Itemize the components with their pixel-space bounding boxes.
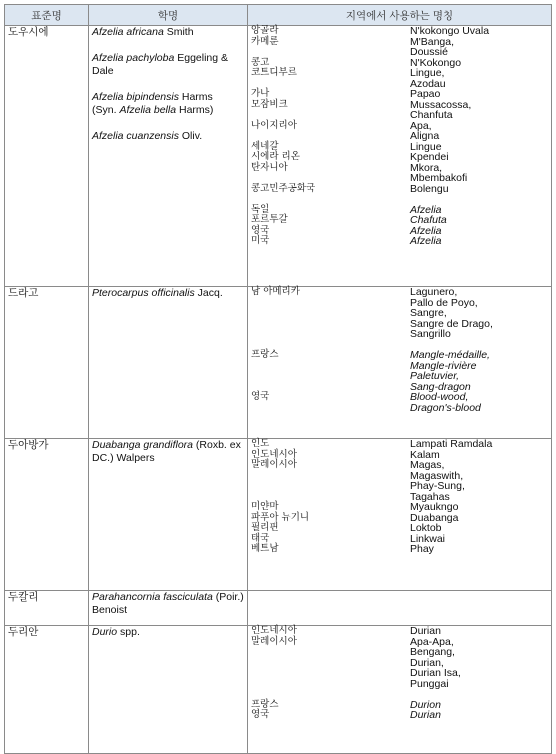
- standard-name-cell: 두칼리: [5, 591, 89, 626]
- local-name: Duabanga: [410, 511, 459, 524]
- local-name: Afzelia: [410, 203, 442, 216]
- region-name: [251, 194, 410, 205]
- species-author: spp.: [117, 626, 140, 638]
- local-name: [410, 194, 548, 205]
- header-local-names: 지역에서 사용하는 명칭: [248, 5, 552, 26]
- region-name: 영국: [251, 224, 270, 236]
- local-names-cell: [248, 591, 552, 626]
- local-name: Chafuta: [410, 214, 447, 226]
- local-name: Loktob: [410, 522, 442, 534]
- region-name: 코트디부르: [251, 67, 297, 78]
- region-name: [251, 471, 410, 482]
- scientific-name-entry: [92, 439, 244, 465]
- species-author: Jacq.: [194, 287, 223, 299]
- local-name: Durian Isa,: [410, 667, 461, 679]
- local-name: Mangle-rivière: [410, 359, 477, 372]
- scientific-name-entry: [92, 626, 244, 639]
- region-name: [251, 319, 410, 330]
- header-standard-name: 표준명: [5, 5, 89, 26]
- region-name: 콩고민주공화국: [251, 182, 316, 194]
- standard-name-cell: 드라고: [5, 287, 89, 439]
- region-name: 나이지리아: [251, 119, 297, 131]
- scientific-name-cell: [89, 26, 248, 287]
- scientific-name-entry: [92, 91, 244, 117]
- local-name: Tagahas: [410, 490, 450, 503]
- local-name: Apa-Apa,: [410, 635, 454, 648]
- scientific-name-cell: [89, 591, 248, 626]
- local-names-cell: [248, 626, 552, 754]
- local-name: Mbembakofi: [410, 172, 468, 184]
- region-name: [251, 647, 410, 658]
- region-name: [251, 173, 410, 184]
- region-name: 인도네시아: [251, 625, 297, 636]
- local-name: Pallo de Poyo,: [410, 296, 478, 309]
- local-name: Azodau: [410, 77, 446, 90]
- species-author: Harms: [178, 91, 213, 103]
- region-name: 인도네시아: [251, 448, 297, 460]
- species-author: Smith: [163, 26, 194, 38]
- standard-name-cell: 도우시에: [5, 26, 89, 287]
- local-names-cell: [248, 26, 552, 287]
- local-name: Lagunero,: [410, 286, 458, 298]
- standard-name-cell: 두리안: [5, 626, 89, 754]
- region-name: 미얀마: [251, 501, 279, 512]
- species-name: Pterocarpus officinalis: [92, 287, 195, 299]
- species-name: Afzelia africana: [92, 26, 164, 38]
- species-name: Parahancornia fasciculata: [92, 591, 213, 603]
- local-name: M'Banga,: [410, 35, 455, 48]
- table-row: [5, 591, 552, 626]
- region-name: [251, 131, 410, 142]
- species-name: Duabanga grandiflora: [92, 439, 193, 451]
- local-name: Kalam: [410, 448, 440, 461]
- region-name: [251, 361, 410, 372]
- local-name: Sangre,: [410, 307, 447, 319]
- local-name: Phay: [410, 543, 434, 555]
- scientific-name-entry: [92, 26, 244, 39]
- region-name: 미국: [251, 235, 270, 246]
- local-name: Bengang,: [410, 646, 455, 658]
- local-name: Kpendei: [410, 151, 449, 163]
- local-name: Sangrillo: [410, 328, 451, 340]
- region-name: [251, 403, 410, 414]
- synonym-author: Harms): [176, 104, 214, 116]
- region-name: [251, 308, 410, 319]
- region-name: 탄자니아: [251, 161, 288, 173]
- local-name: Mangle-médaille,: [410, 349, 490, 361]
- header-row: [5, 5, 552, 26]
- local-name: Sangre de Drago,: [410, 317, 493, 330]
- region-name: 카메룬: [251, 35, 279, 47]
- local-name: N'kokongo Uvala: [410, 25, 490, 37]
- species-author: (Poir.) Benoist: [92, 591, 244, 616]
- local-name: Magas,: [410, 459, 445, 471]
- region-name: 세네갈: [251, 140, 279, 152]
- region-name: [251, 79, 410, 90]
- local-name: Apa,: [410, 119, 432, 132]
- synonym-name: Afzelia bella: [119, 104, 177, 116]
- region-name: 영국: [251, 391, 270, 402]
- local-name: Magaswith,: [410, 469, 464, 482]
- table-row: [5, 287, 552, 439]
- region-name: 파푸아 뉴기니: [251, 511, 310, 523]
- local-name: Myaukngo: [410, 501, 459, 513]
- region-name: 독일: [251, 203, 270, 215]
- local-name: Afzelia: [410, 235, 442, 247]
- local-names-list: [251, 439, 548, 555]
- region-name: 인도: [251, 438, 270, 449]
- region-name: [251, 371, 410, 382]
- local-name: Durian,: [410, 656, 444, 669]
- local-name: Durion: [410, 698, 441, 711]
- local-name: Blood-wood,: [410, 391, 469, 403]
- region-name: 모잠비크: [251, 98, 288, 110]
- region-name: 프랑스: [251, 349, 279, 360]
- table-row: [5, 26, 552, 287]
- synonym-prefix: (Syn.: [92, 104, 120, 116]
- region-name: 남 아메리카: [251, 286, 300, 297]
- local-name: Aligna: [410, 130, 440, 142]
- species-author: Eggeling & Dale: [92, 52, 229, 77]
- species-author: Oliv.: [178, 130, 203, 142]
- local-name: Linkwai: [410, 532, 446, 545]
- region-name: [251, 668, 410, 679]
- region-name: 말레이시아: [251, 635, 297, 647]
- table-row: [5, 439, 552, 591]
- region-name: 가나: [251, 88, 270, 99]
- region-name: 태국: [251, 532, 270, 544]
- region-name: [251, 382, 410, 393]
- local-name: Durian: [410, 625, 441, 637]
- local-name: [410, 689, 548, 700]
- region-name: [251, 679, 410, 690]
- local-name: Mussacossa,: [410, 98, 472, 111]
- species-name: Afzelia pachyloba: [92, 52, 175, 64]
- local-name: N'Kokongo: [410, 56, 462, 69]
- region-name: 콩고: [251, 56, 270, 68]
- local-name: Durian: [410, 709, 441, 721]
- species-name: Afzelia bipindensis: [92, 91, 179, 103]
- species-author: (Roxb. ex DC.) Walpers: [92, 439, 241, 464]
- standard-name-cell: 두아방가: [5, 439, 89, 591]
- region-name: [251, 329, 410, 340]
- local-name: Lampati Ramdala: [410, 438, 493, 450]
- local-names-cell: [248, 439, 552, 591]
- local-names-cell: [248, 287, 552, 439]
- table-row: [5, 626, 552, 754]
- local-name: Papao: [410, 88, 441, 100]
- species-name: Durio: [92, 626, 118, 638]
- region-name: [251, 481, 410, 492]
- region-name: [251, 658, 410, 669]
- local-name: Punggai: [410, 677, 449, 690]
- local-name: Lingue: [410, 140, 442, 153]
- local-names-list: [251, 26, 548, 247]
- scientific-name-cell: [89, 626, 248, 754]
- local-names-list: [251, 626, 548, 721]
- scientific-name-entry: [92, 52, 244, 78]
- local-name: Paletuvier,: [410, 370, 460, 382]
- region-name: [251, 47, 410, 58]
- scientific-name-entry: [92, 591, 244, 617]
- region-name: 포르투갈: [251, 214, 288, 225]
- local-name: Afzelia: [410, 224, 442, 237]
- region-name: 앙골라: [251, 25, 279, 36]
- local-name: Chanfuta: [410, 109, 453, 121]
- local-name: Bolengu: [410, 182, 449, 195]
- region-name: [251, 110, 410, 121]
- local-name: Sang-dragon: [410, 380, 471, 393]
- region-name: 말레이시아: [251, 459, 297, 470]
- region-name: [251, 298, 410, 309]
- scientific-name-cell: [89, 287, 248, 439]
- local-name: Lingue,: [410, 67, 445, 79]
- species-name: Afzelia cuanzensis: [92, 130, 179, 142]
- region-name: 영국: [251, 709, 270, 720]
- local-name: Mkora,: [410, 161, 443, 174]
- region-name: 프랑스: [251, 698, 279, 710]
- local-names-list: [251, 287, 548, 413]
- local-name: Phay-Sung,: [410, 480, 465, 492]
- region-name: 필리핀: [251, 522, 279, 533]
- region-name: [251, 689, 410, 700]
- species-name-table: [4, 4, 552, 754]
- region-name: 시에라 리온: [251, 151, 300, 162]
- local-name: Dragon's-blood: [410, 401, 481, 414]
- region-name: 베트남: [251, 543, 279, 554]
- scientific-name-entry: [92, 130, 244, 143]
- local-name: Doussié: [410, 46, 448, 58]
- header-scientific-name: 학명: [89, 5, 248, 26]
- scientific-name-cell: [89, 439, 248, 591]
- scientific-name-entry: [92, 287, 244, 300]
